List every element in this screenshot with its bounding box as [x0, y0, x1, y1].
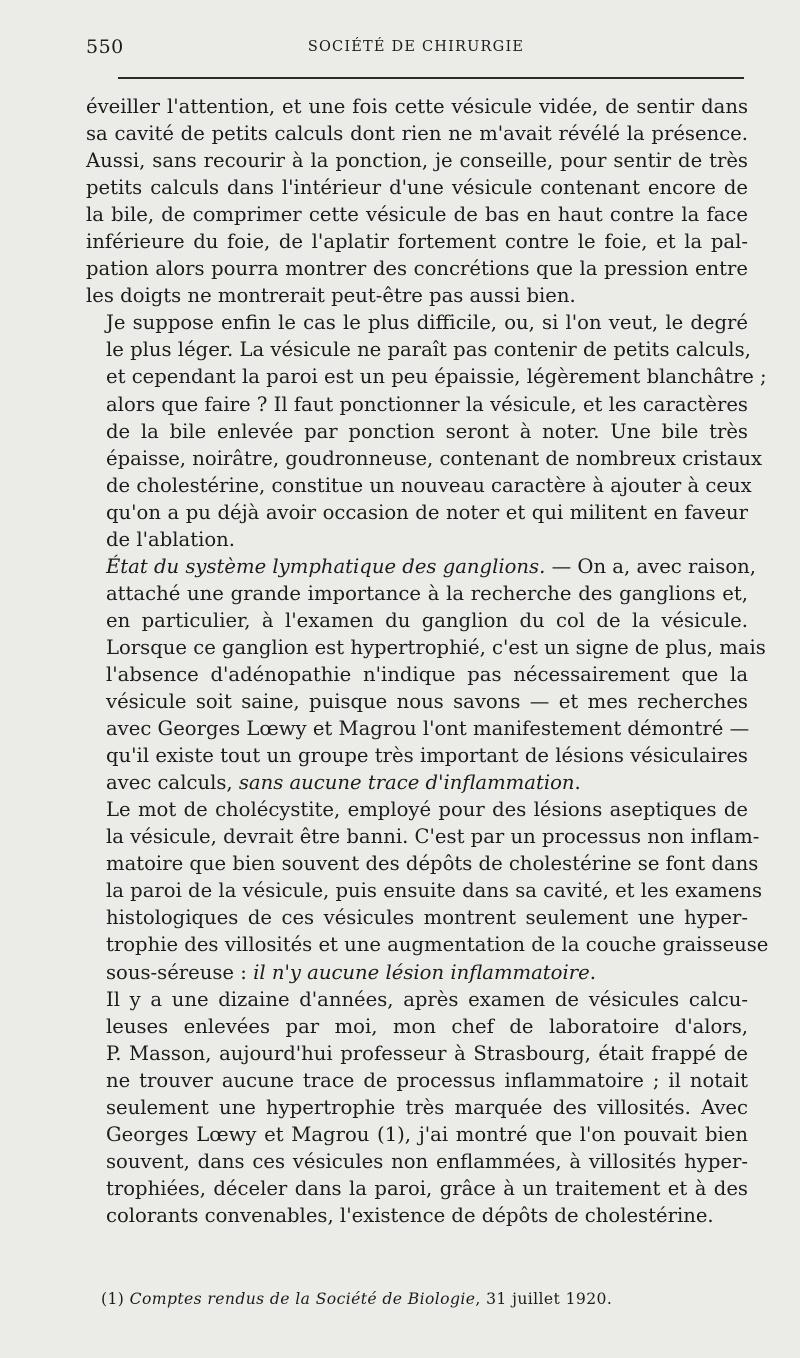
text-line — [86, 553, 757, 580]
text-line: histologiques de ces vésicules montrent seulement une hyper- — [106, 906, 748, 930]
text-line: sa cavité de petits calculs dont rien ne m'avait révélé la présence. — [86, 122, 748, 146]
text-line: petits calculs dans l'intérieur d'une vésicule contenant encore de — [86, 176, 748, 200]
text-line: qu'il existe tout un groupe très important de lésions vésiculaires — [106, 744, 748, 768]
page-header — [86, 36, 746, 62]
text-line: épaisse, noirâtre, goudronneuse, contenant de nombreux cristaux — [106, 446, 763, 470]
heading-continuation: — On a, avec raison, — [545, 554, 757, 578]
header-rule — [118, 77, 744, 79]
text-line: vésicule soit saine, puisque nous savons — et mes recherches — [106, 690, 748, 714]
paragraph-3 — [86, 553, 766, 796]
text-line: la bile, de comprimer cette vésicule de bas en haut contre la face — [86, 203, 748, 227]
text-line: l'absence d'adénopathie n'indique pas nécessairement que la — [106, 662, 748, 686]
footnote-marker: (1) — [101, 1290, 130, 1308]
text-line: pation alors pourra montrer des concrétions que la pression entre — [86, 257, 748, 281]
text-line: qu'on a pu déjà avoir occasion de noter et qui militent en faveur — [106, 500, 748, 524]
text-line: souvent, dans ces vésicules non enflammées, à villosités hyper- — [106, 1149, 748, 1173]
text-line: de l'ablation. — [106, 527, 235, 551]
text-line: et cependant la paroi est un peu épaissie, légèrement blanchâtre ; — [106, 365, 767, 389]
page-number: 550 — [86, 36, 124, 58]
text-line: éveiller l'attention, et une fois cette vésicule vidée, de sentir dans — [86, 95, 748, 118]
running-head: SOCIÉTÉ DE CHIRURGIE — [307, 39, 525, 55]
text-line: alors que faire ? Il faut ponctionner la vésicule, et les caractères — [106, 392, 748, 416]
tail-text: avec calculs, — [106, 771, 239, 795]
text-line: Georges Lœwy et Magrou (1), j'ai montré que l'on pouvait bien — [106, 1122, 748, 1146]
text-line: en particulier, à l'examen du ganglion du col de la vésicule. — [106, 608, 748, 632]
body-text — [86, 93, 769, 1229]
text-line: de la bile enlevée par ponction seront à noter. Une bile très — [106, 419, 748, 443]
footnote-source: Comptes rendus de la Société de Biologie — [129, 1290, 476, 1308]
text-line: trophiées, déceler dans la paroi, grâce à un traitement et à des — [106, 1176, 748, 1200]
section-heading-italic: État du système lymphatique des ganglions. — [106, 554, 546, 578]
tail-punct: . — [574, 771, 581, 795]
paragraph-2 — [86, 309, 767, 552]
text-line — [86, 769, 748, 796]
text-line: Le mot de cholécystite, employé pour des lésions aseptiques de — [106, 798, 748, 822]
tail-text: sous-séreuse : — [106, 960, 254, 984]
italic-phrase: sans aucune trace d'inflammation — [238, 771, 575, 795]
text-line: colorants convenables, l'existence de dépôts de cholestérine. — [106, 1203, 714, 1227]
footnote-date: , 31 juillet 1920. — [475, 1290, 613, 1308]
text-line: inférieure du foie, de l'aplatir fortement contre le foie, et la pal- — [86, 230, 748, 254]
text-line: P. Masson, aujourd'hui professeur à Strasbourg, était frappé de — [106, 1041, 748, 1065]
text-line: les doigts ne montrerait peut-être pas aussi bien. — [86, 284, 576, 308]
text-line — [86, 959, 748, 986]
text-line: Je suppose enfin le cas le plus difficile, ou, si l'on veut, le degré — [106, 311, 748, 335]
text-line: ne trouver aucune trace de processus inflammatoire ; il notait — [106, 1068, 748, 1092]
text-line: attaché une grande importance à la recherche des ganglions et, — [106, 581, 748, 605]
text-line: de cholestérine, constitue un nouveau caractère à ajouter à ceux — [106, 473, 752, 497]
text-line: matoire que bien souvent des dépôts de cholestérine se font dans — [106, 852, 759, 876]
text-line: leuses enlevées par moi, mon chef de laboratoire d'alors, — [106, 1014, 748, 1038]
text-line: trophie des villosités et une augmentation de la couche graisseuse — [106, 933, 769, 957]
text-line: avec Georges Lœwy et Magrou l'ont manifestement démontré — — [106, 717, 750, 741]
paragraph-5 — [86, 986, 748, 1229]
text-line: seulement une hypertrophie très marquée des villosités. Avec — [106, 1095, 748, 1119]
tail-punct: . — [589, 960, 596, 984]
text-line: Aussi, sans recourir à la ponction, je conseille, pour sentir de très — [86, 149, 748, 173]
italic-phrase: il n'y aucune lésion inflammatoire — [253, 960, 590, 984]
text-line: Il y a une dizaine d'années, après examen de vésicules calcu- — [106, 987, 748, 1011]
text-line: la vésicule, devrait être banni. C'est par un processus non inflam- — [106, 825, 760, 849]
paragraph-4 — [86, 796, 769, 985]
text-line: la paroi de la vésicule, puis ensuite dans sa cavité, et les examens — [106, 879, 763, 903]
text-line: Lorsque ce ganglion est hypertrophié, c'est un signe de plus, mais — [106, 635, 766, 659]
footnote — [101, 1290, 721, 1308]
paragraph-1 — [86, 93, 748, 309]
text-line: le plus léger. La vésicule ne paraît pas contenir de petits calculs, — [106, 338, 751, 362]
